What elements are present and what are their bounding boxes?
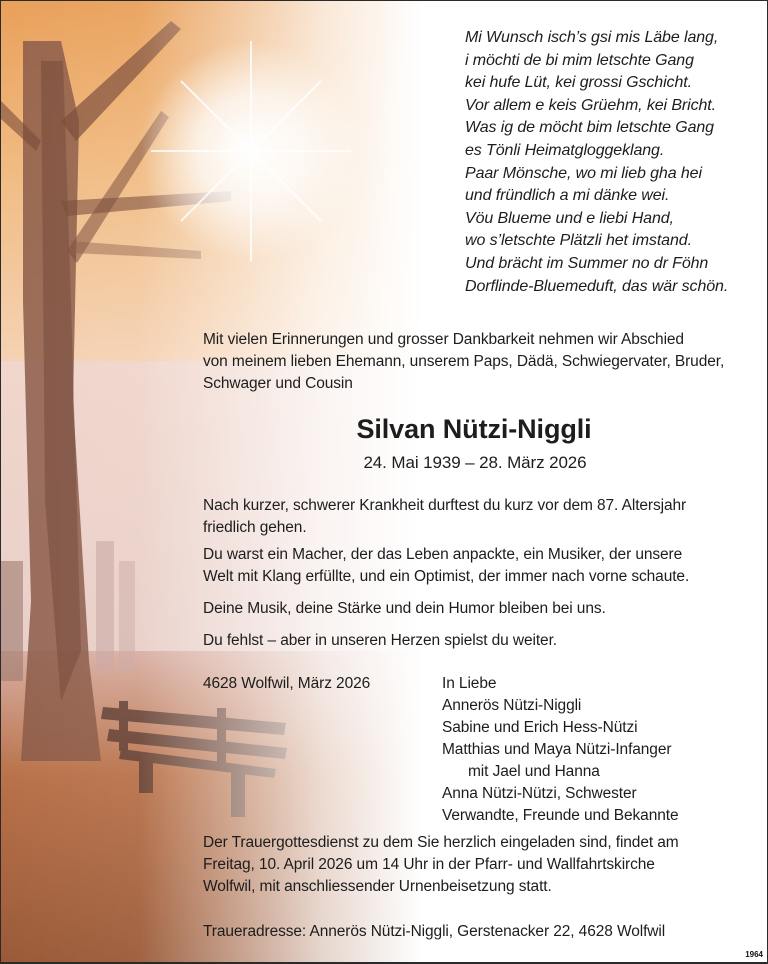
- poem-line: kei hufe Lüt, kei grossi Gschicht.: [465, 74, 692, 92]
- intro-line: Schwager und Cousin: [203, 375, 353, 392]
- service-info: [203, 832, 679, 898]
- poem-line: i möchti de bi mim letschte Gang: [465, 51, 694, 69]
- poem-line: es Tönli Heimatgloggeklang.: [465, 141, 665, 159]
- ad-code: 1964: [745, 950, 763, 959]
- intro-line: Mit vielen Erinnerungen und grosser Dankbarkeit nehmen wir Abschied: [203, 331, 684, 348]
- poem-line: wo s’letschte Plätzli het imstand.: [465, 232, 692, 250]
- paragraph-farewell: [203, 630, 557, 652]
- paragraph-line: Deine Musik, deine Stärke und dein Humor bleiben bei uns.: [203, 600, 606, 617]
- poem-line: Mi Wunsch isch’s gsi mis Läbe lang,: [465, 29, 719, 46]
- paragraph-line: Du fehlst – aber in unseren Herzen spielst du weiter.: [203, 632, 557, 649]
- paragraph-legacy: [203, 598, 606, 620]
- poem-line: und fründlich a mi dänke wei.: [465, 187, 670, 205]
- paragraph-line: friedlich gehen.: [203, 519, 307, 536]
- service-line: Der Trauergottesdienst zu dem Sie herzlich eingeladen sind, findet am: [203, 834, 679, 851]
- service-line: Freitag, 10. April 2026 um 14 Uhr in der Pfarr- und Wallfahrtskirche: [203, 856, 655, 873]
- place-date: 4628 Wolfwil, März 2026: [203, 675, 371, 692]
- paragraph-line: Welt mit Klang erfüllte, und ein Optimist, der immer nach vorne schaute.: [203, 568, 690, 585]
- mourners-heading: In Liebe: [442, 675, 497, 692]
- poem-line: Paar Mönsche, wo mi lieb gha hei: [465, 164, 702, 182]
- mourner: Annerös Nützi-Niggli: [442, 697, 582, 714]
- paragraph-line: Du warst ein Macher, der das Leben anpackte, ein Musiker, der unsere: [203, 546, 683, 563]
- deceased-name: Silvan Nützi-Niggli: [356, 414, 592, 444]
- mourning-address: Traueradresse: Annerös Nützi-Niggli, Gerstenacker 22, 4628 Wolfwil: [203, 923, 666, 940]
- mourner: Sabine und Erich Hess-Nützi: [442, 719, 638, 736]
- intro-line: von meinem lieben Ehemann, unserem Paps, Dädä, Schwiegervater, Bruder,: [203, 353, 725, 370]
- mourner: mit Jael und Hanna: [468, 763, 600, 780]
- intro-text: [203, 329, 724, 395]
- mourner: Anna Nützi-Nützi, Schwester: [442, 785, 637, 802]
- poem-line: Und brächt im Summer no dr Föhn: [465, 254, 709, 272]
- mourner: Matthias und Maya Nützi-Infanger: [442, 741, 672, 758]
- mourners-list: [442, 673, 678, 827]
- paragraph-passing: [203, 495, 686, 539]
- poem-line: Was ig de möcht bim letschte Gang: [465, 119, 714, 137]
- paragraph-tribute: [203, 544, 689, 588]
- poem: [465, 27, 728, 298]
- obituary-notice: [1, 1, 767, 962]
- paragraph-line: Nach kurzer, schwerer Krankheit durftest du kurz vor dem 87. Altersjahr: [203, 497, 687, 514]
- life-dates: 24. Mai 1939 – 28. März 2026: [363, 453, 587, 472]
- mourner: Verwandte, Freunde und Bekannte: [442, 807, 679, 824]
- service-line: Wolfwil, mit anschliessender Urnenbeisetzung statt.: [203, 878, 552, 895]
- poem-line: Dorflinde-Bluemeduft, das wär schön.: [465, 277, 729, 295]
- poem-line: Vöu Blueme und e liebi Hand,: [465, 209, 674, 227]
- poem-line: Vor allem e keis Grüehm, kei Bricht.: [465, 96, 717, 114]
